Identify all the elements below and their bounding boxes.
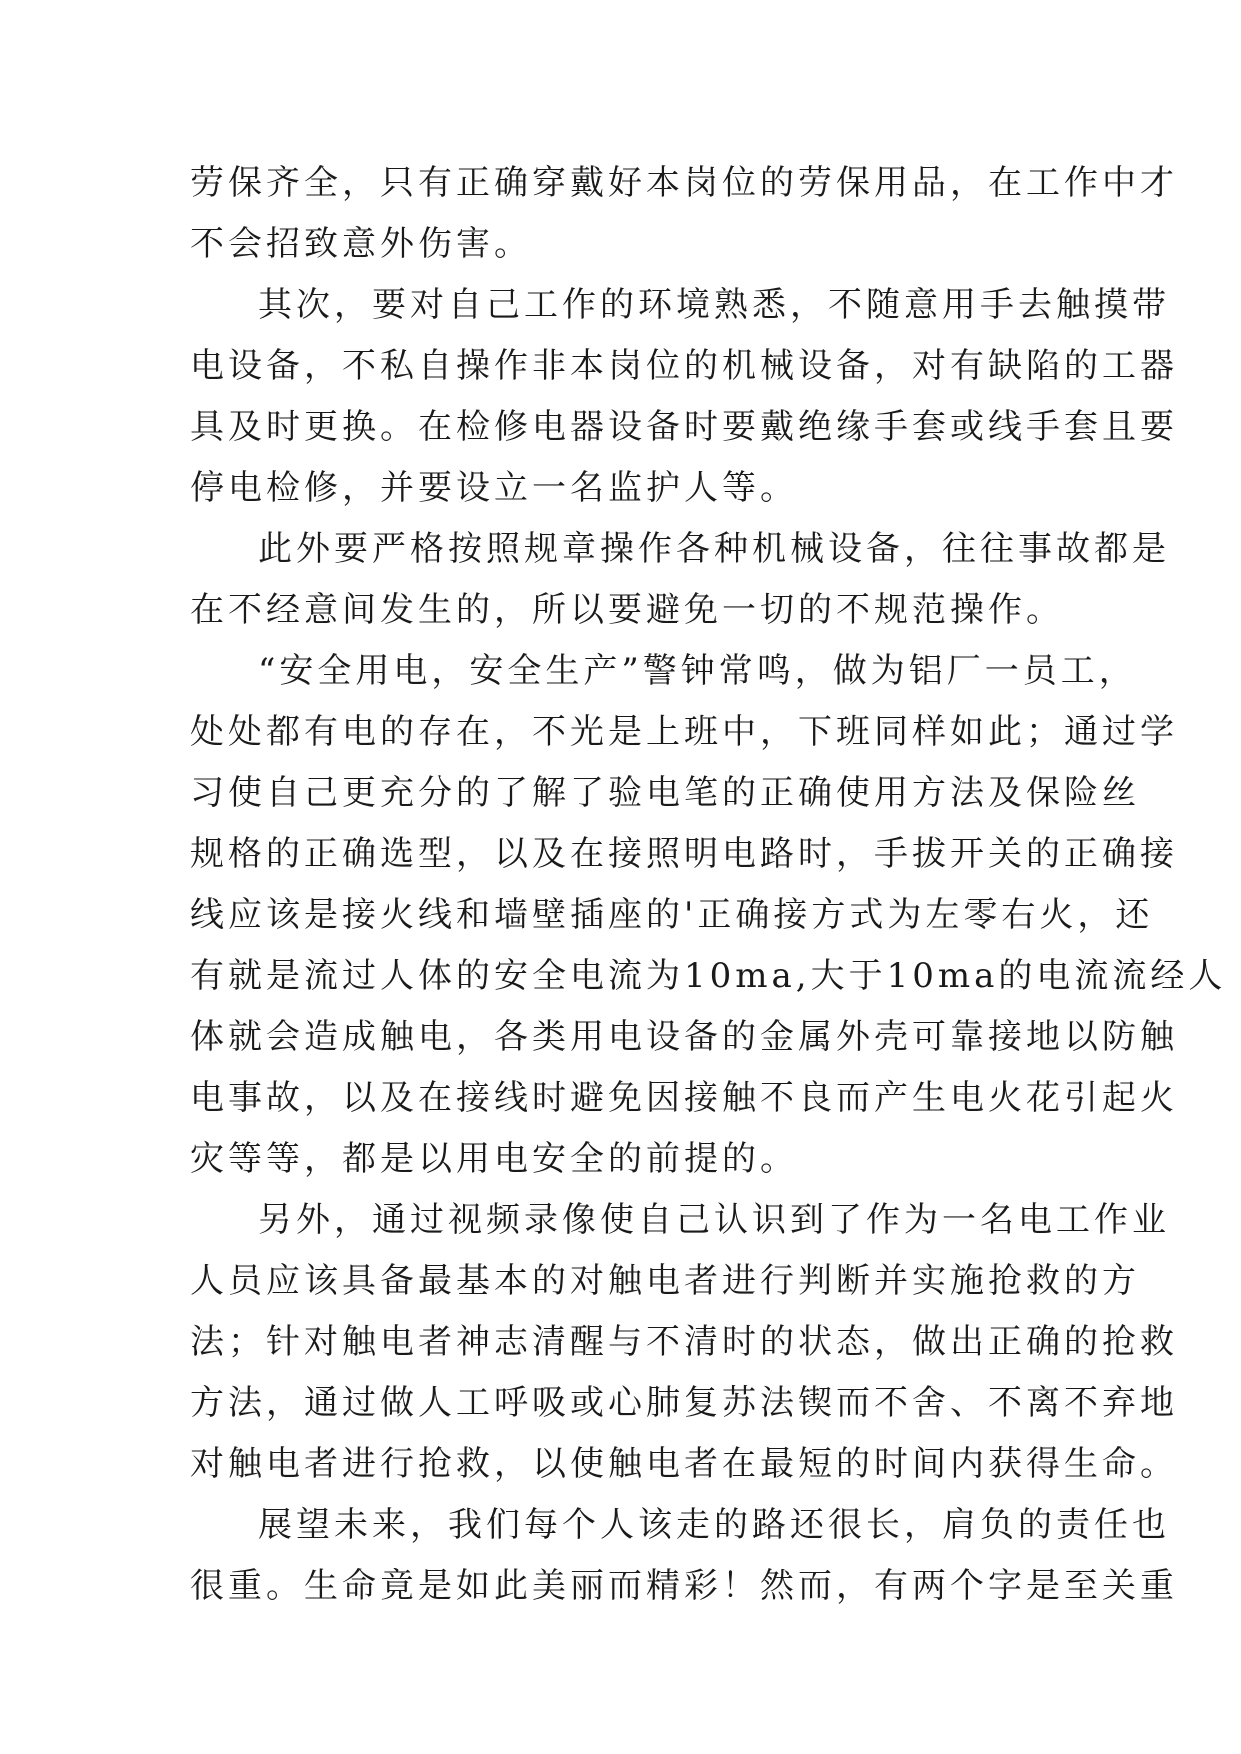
text-line: 不会招致意外伤害。 <box>190 224 532 264</box>
text-line: 劳保齐全，只有正确穿戴好本岗位的劳保用品，在工作中才 <box>190 163 1178 203</box>
text-line: 习使自己更充分的了解了验电笔的正确使用方法及保险丝 <box>190 773 1140 813</box>
text-line: 有就是流过人体的安全电流为10ma,大于10ma的电流流经人 <box>190 956 1227 996</box>
text-line: 具及时更换。在检修电器设备时要戴绝缘手套或线手套且要 <box>190 407 1178 447</box>
text-line: 人员应该具备最基本的对触电者进行判断并实施抢救的方 <box>190 1261 1140 1301</box>
text-line: 电事故，以及在接线时避免因接触不良而产生电火花引起火 <box>190 1078 1178 1118</box>
text-line: 灾等等，都是以用电安全的前提的。 <box>190 1139 798 1179</box>
paragraph-start-line: 其次，要对自己工作的环境熟悉，不随意用手去触摸带 <box>258 285 1170 325</box>
text-line: 很重。生命竟是如此美丽而精彩！然而，有两个字是至关重 <box>190 1566 1178 1606</box>
text-line: 对触电者进行抢救，以使触电者在最短的时间内获得生命。 <box>190 1444 1178 1484</box>
text-line: 规格的正确选型，以及在接照明电路时，手拔开关的正确接 <box>190 834 1178 874</box>
text-line: 在不经意间发生的，所以要避免一切的不规范操作。 <box>190 590 1064 630</box>
text-line: 停电检修，并要设立一名监护人等。 <box>190 468 798 508</box>
paragraph-start-line: 此外要严格按照规章操作各种机械设备，往往事故都是 <box>258 529 1170 569</box>
paragraph-start-line: 另外，通过视频录像使自己认识到了作为一名电工作业 <box>258 1200 1170 1240</box>
text-line: 体就会造成触电，各类用电设备的金属外壳可靠接地以防触 <box>190 1017 1178 1057</box>
body-text <box>190 153 1227 1617</box>
text-line: 线应该是接火线和墙壁插座的'正确接方式为左零右火，还 <box>190 895 1154 935</box>
text-line: 方法，通过做人工呼吸或心肺复苏法锲而不舍、不离不弃地 <box>190 1383 1178 1423</box>
paragraph-start-line: “安全用电，安全生产”警钟常鸣，做为铝厂一员工， <box>258 651 1137 691</box>
text-line: 法；针对触电者神志清醒与不清时的状态，做出正确的抢救 <box>190 1322 1178 1362</box>
text-line: 处处都有电的存在，不光是上班中，下班同样如此；通过学 <box>190 712 1178 752</box>
paragraph-start-line: 展望未来，我们每个人该走的路还很长，肩负的责任也 <box>258 1505 1170 1545</box>
text-line: 电设备，不私自操作非本岗位的机械设备，对有缺陷的工器 <box>190 346 1178 386</box>
